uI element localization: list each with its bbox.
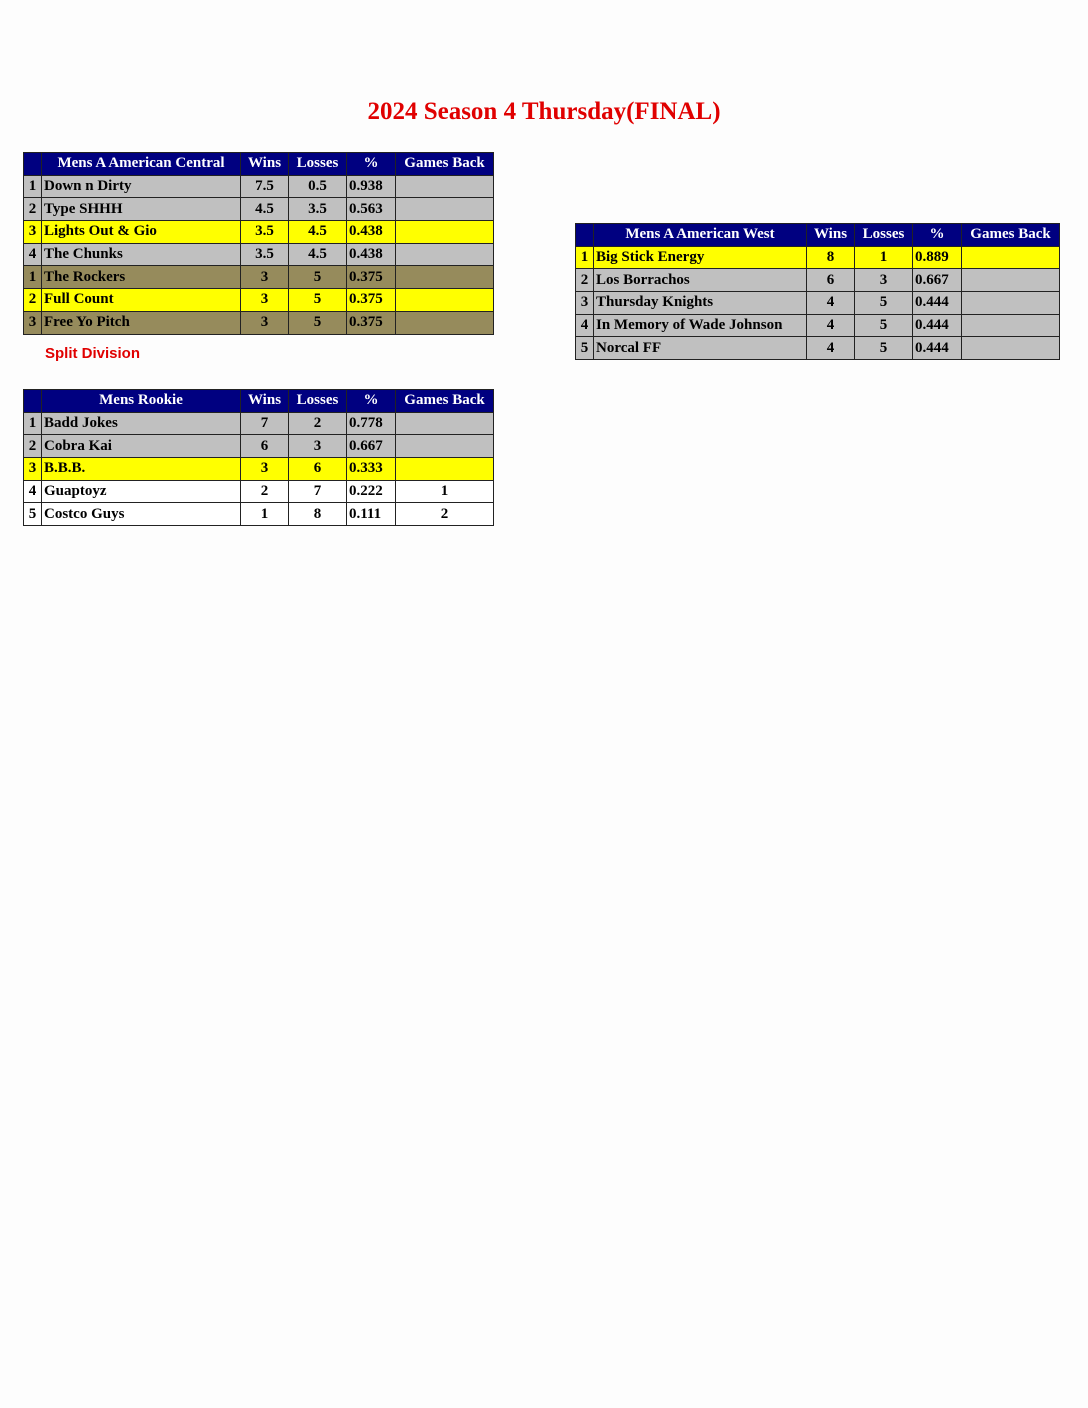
games-back-cell: 2 [396, 503, 494, 526]
games-back-cell [396, 175, 494, 198]
table-row [576, 337, 1060, 360]
rank-cell: 1 [24, 175, 42, 198]
losses-cell: 6 [289, 458, 347, 481]
table-row [24, 243, 494, 266]
games-back-cell [962, 314, 1060, 337]
losses-cell: 3 [289, 435, 347, 458]
table-header-row [576, 224, 1060, 247]
rank-cell: 2 [24, 198, 42, 221]
division-name: Mens A American Central [42, 153, 241, 176]
wins-cell: 3.5 [241, 243, 289, 266]
wins-cell: 8 [807, 246, 855, 269]
team-name-cell: Los Borrachos [594, 269, 807, 292]
losses-header: Losses [289, 153, 347, 176]
pct-cell: 0.375 [347, 289, 396, 312]
table-row [576, 292, 1060, 315]
wins-cell: 4 [807, 337, 855, 360]
games-back-cell [396, 221, 494, 244]
table-row [576, 314, 1060, 337]
pct-cell: 0.667 [913, 269, 962, 292]
team-name-cell: Badd Jokes [42, 412, 241, 435]
pct-header: % [913, 224, 962, 247]
games-back-cell [396, 311, 494, 334]
games-back-cell [962, 292, 1060, 315]
pct-cell: 0.444 [913, 314, 962, 337]
table-row [24, 412, 494, 435]
table-header-row [24, 153, 494, 176]
losses-cell: 5 [855, 337, 913, 360]
team-name-cell: Full Count [42, 289, 241, 312]
team-name-cell: In Memory of Wade Johnson [594, 314, 807, 337]
losses-cell: 4.5 [289, 221, 347, 244]
games-back-cell [962, 337, 1060, 360]
wins-cell: 3.5 [241, 221, 289, 244]
table-row [576, 246, 1060, 269]
table-row [24, 503, 494, 526]
losses-cell: 5 [289, 266, 347, 289]
losses-cell: 3 [855, 269, 913, 292]
split-division-note: Split Division [45, 345, 141, 362]
games-back-cell [396, 458, 494, 481]
losses-header: Losses [289, 390, 347, 413]
rank-header [24, 390, 42, 413]
wins-cell: 6 [241, 435, 289, 458]
rank-cell: 3 [24, 458, 42, 481]
pct-cell: 0.222 [347, 480, 396, 503]
pct-cell: 0.778 [347, 412, 396, 435]
games-back-cell [396, 289, 494, 312]
losses-cell: 1 [855, 246, 913, 269]
games-back-cell [396, 266, 494, 289]
rank-cell: 4 [24, 480, 42, 503]
rank-cell: 4 [24, 243, 42, 266]
losses-cell: 5 [855, 314, 913, 337]
wins-cell: 7 [241, 412, 289, 435]
losses-cell: 4.5 [289, 243, 347, 266]
table-row [24, 458, 494, 481]
team-name-cell: Norcal FF [594, 337, 807, 360]
losses-cell: 7 [289, 480, 347, 503]
division-name: Mens Rookie [42, 390, 241, 413]
team-name-cell: B.B.B. [42, 458, 241, 481]
wins-cell: 3 [241, 311, 289, 334]
team-name-cell: Cobra Kai [42, 435, 241, 458]
games-back-cell [396, 243, 494, 266]
west-standings-table [575, 223, 1060, 360]
games-back-cell [962, 246, 1060, 269]
rank-header [576, 224, 594, 247]
table-row [24, 311, 494, 334]
table-row [24, 198, 494, 221]
team-name-cell: Down n Dirty [42, 175, 241, 198]
pct-cell: 0.438 [347, 221, 396, 244]
games-back-cell [396, 198, 494, 221]
table-row [24, 289, 494, 312]
table-row [24, 266, 494, 289]
rank-cell: 2 [24, 289, 42, 312]
losses-cell: 5 [289, 289, 347, 312]
games-back-header: Games Back [962, 224, 1060, 247]
rank-cell: 5 [576, 337, 594, 360]
division-name: Mens A American West [594, 224, 807, 247]
pct-header: % [347, 153, 396, 176]
page-title: 2024 Season 4 Thursday(FINAL) [367, 98, 721, 125]
losses-cell: 2 [289, 412, 347, 435]
pct-cell: 0.333 [347, 458, 396, 481]
rank-cell: 4 [576, 314, 594, 337]
wins-cell: 1 [241, 503, 289, 526]
pct-cell: 0.563 [347, 198, 396, 221]
rank-cell: 3 [576, 292, 594, 315]
team-name-cell: Guaptoyz [42, 480, 241, 503]
wins-cell: 3 [241, 266, 289, 289]
games-back-cell [396, 412, 494, 435]
wins-header: Wins [241, 390, 289, 413]
table-header-row [24, 390, 494, 413]
wins-cell: 7.5 [241, 175, 289, 198]
losses-header: Losses [855, 224, 913, 247]
pct-cell: 0.667 [347, 435, 396, 458]
games-back-cell: 1 [396, 480, 494, 503]
team-name-cell: Costco Guys [42, 503, 241, 526]
pct-cell: 0.938 [347, 175, 396, 198]
rank-cell: 3 [24, 221, 42, 244]
losses-cell: 5 [289, 311, 347, 334]
rank-cell: 5 [24, 503, 42, 526]
central-standings-table [23, 152, 494, 335]
pct-cell: 0.375 [347, 266, 396, 289]
rank-cell: 1 [24, 412, 42, 435]
table-row [576, 269, 1060, 292]
pct-cell: 0.889 [913, 246, 962, 269]
team-name-cell: The Chunks [42, 243, 241, 266]
team-name-cell: Big Stick Energy [594, 246, 807, 269]
wins-cell: 3 [241, 458, 289, 481]
wins-cell: 4.5 [241, 198, 289, 221]
wins-header: Wins [241, 153, 289, 176]
rookie-standings-table [23, 389, 494, 526]
pct-header: % [347, 390, 396, 413]
pct-cell: 0.375 [347, 311, 396, 334]
losses-cell: 3.5 [289, 198, 347, 221]
losses-cell: 5 [855, 292, 913, 315]
games-back-header: Games Back [396, 390, 494, 413]
games-back-cell [962, 269, 1060, 292]
wins-cell: 4 [807, 292, 855, 315]
table-row [24, 221, 494, 244]
rank-cell: 3 [24, 311, 42, 334]
team-name-cell: Free Yo Pitch [42, 311, 241, 334]
rank-cell: 1 [24, 266, 42, 289]
table-row [24, 480, 494, 503]
rank-cell: 2 [576, 269, 594, 292]
table-row [24, 175, 494, 198]
pct-cell: 0.111 [347, 503, 396, 526]
games-back-cell [396, 435, 494, 458]
pct-cell: 0.444 [913, 292, 962, 315]
wins-header: Wins [807, 224, 855, 247]
wins-cell: 2 [241, 480, 289, 503]
rank-cell: 1 [576, 246, 594, 269]
wins-cell: 3 [241, 289, 289, 312]
rank-cell: 2 [24, 435, 42, 458]
team-name-cell: The Rockers [42, 266, 241, 289]
team-name-cell: Lights Out & Gio [42, 221, 241, 244]
table-row [24, 435, 494, 458]
losses-cell: 8 [289, 503, 347, 526]
wins-cell: 4 [807, 314, 855, 337]
losses-cell: 0.5 [289, 175, 347, 198]
team-name-cell: Thursday Knights [594, 292, 807, 315]
wins-cell: 6 [807, 269, 855, 292]
pct-cell: 0.438 [347, 243, 396, 266]
games-back-header: Games Back [396, 153, 494, 176]
team-name-cell: Type SHHH [42, 198, 241, 221]
rank-header [24, 153, 42, 176]
pct-cell: 0.444 [913, 337, 962, 360]
